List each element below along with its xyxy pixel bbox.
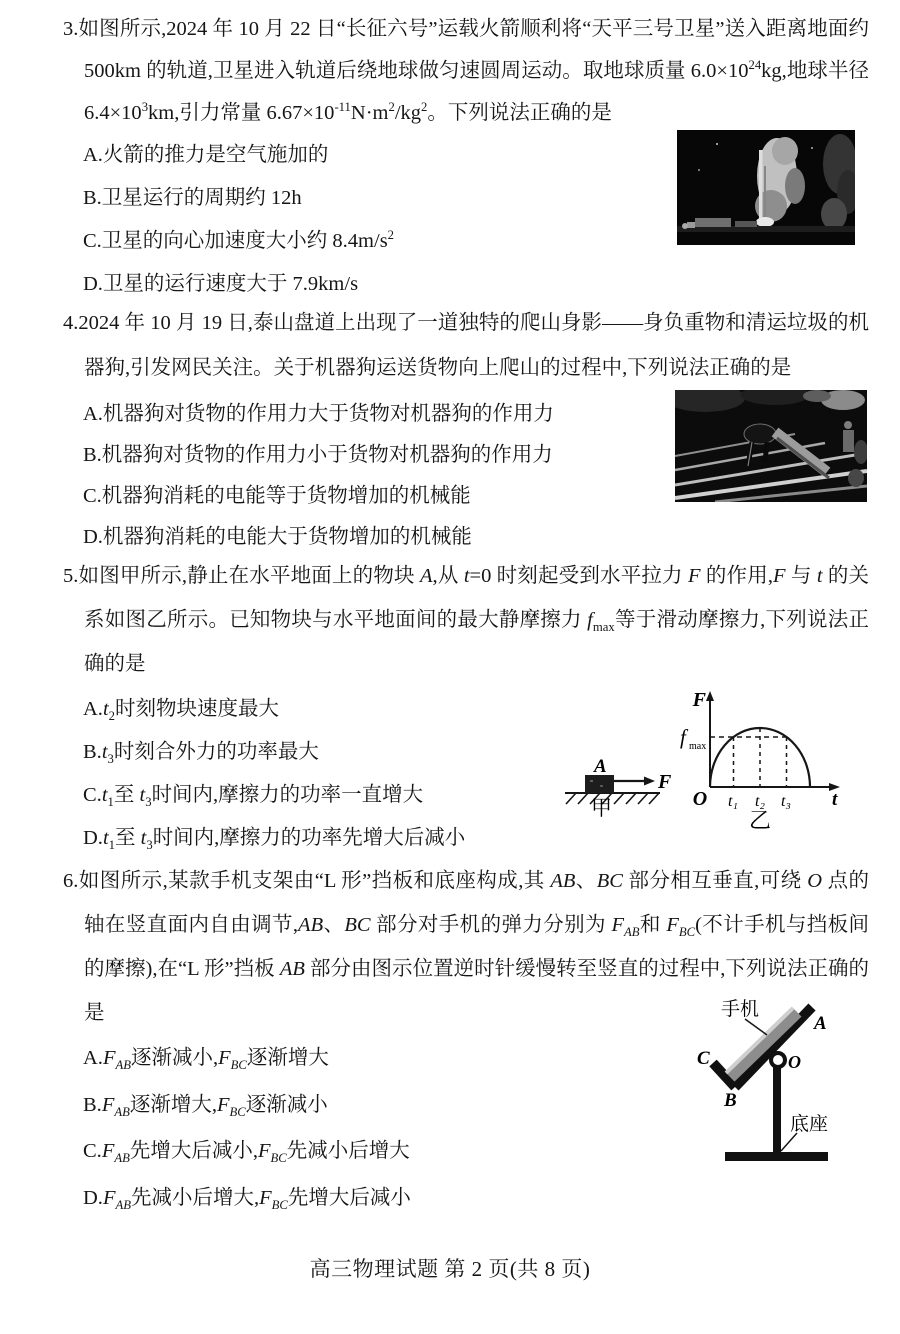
block-a [585, 775, 614, 793]
phone-stand-diagram [693, 997, 893, 1179]
question-3-option-b: B.卫星运行的周期约 12h [83, 187, 302, 209]
question-4-option-b: B.机器狗对货物的作用力小于货物对机器狗的作用力 [83, 444, 553, 466]
ground-hatching [566, 793, 659, 804]
f-axis-arrow [706, 691, 714, 701]
origin-label: O [692, 788, 708, 810]
point-b-label: B [724, 1090, 737, 1111]
question-5-option-a: $A.t_2$时刻物块速度最大 [83, 698, 279, 724]
question-4-stem: 4.2024 年 10 月 19 日,泰山盘道上出现了一道独特的爬山身影——身负重物和清运垃圾的机器狗,引发网民关注。关于机器狗运送货物向上爬山的过程中,下列说法正确的是 [63, 312, 869, 379]
f-axis-label: F [692, 689, 706, 711]
question-3-stem: 3.如图所示,2024 年 10 月 22 日“长征六号”运载火箭顺利将“天平三号卫星”送入距离地面约 500km 的轨道,卫星进入轨道后绕地球做匀速圆周运动。取地球质量 $6.0\times 10^{24}kg$,地球半径 $6.4\times 10^3km$,引力常量 $6.67\times 10^{-11}N\cdot m^2/kg^2$。下列说法正确的是 [63, 18, 869, 124]
t3-tick-label: t₃ [780, 793, 792, 810]
base-leader-line [781, 1133, 797, 1151]
stand-base [725, 1152, 828, 1161]
question-4-option-a: A.机器狗对货物的作用力大于货物对机器狗的作用力 [83, 403, 554, 425]
page-footer: 高三物理试题 第 2 页(共 8 页) [309, 1257, 591, 1281]
rocket-night-launch-photo [677, 130, 855, 245]
stand-post [773, 1063, 781, 1153]
question-3-option-d: D.卫星的运行速度大于 7.9km/s [83, 273, 359, 295]
block-label: A [594, 756, 607, 777]
t1-tick-label: t₁ [727, 793, 739, 810]
question-6-option-a: $A.F_{AB}$逐渐减小$,F_{BC}$逐渐增大 [83, 1047, 329, 1073]
phone-label: 手机 [721, 999, 760, 1020]
figure-yi-label: 乙 [748, 808, 772, 830]
question-5-option-d: $D.t_1$至 $t_3$时间内,摩擦力的功率先增大后减小 [83, 827, 466, 853]
force-label: F [658, 771, 672, 793]
point-o-label: O [788, 1052, 801, 1072]
question-4-option-c: C.机器狗消耗的电能等于货物增加的机械能 [83, 485, 471, 507]
t-axis-label: t [832, 789, 838, 810]
pivot-o [771, 1053, 785, 1067]
question-5-option-b: $B.t_3$时刻合外力的功率最大 [83, 741, 319, 767]
question-4-option-d: D.机器狗消耗的电能大于货物增加的机械能 [83, 526, 472, 548]
point-a-label: A [814, 1013, 827, 1034]
fmax-subscript: max [689, 741, 707, 752]
question-6-option-c: $C.F_{AB}$先增大后减小$,F_{BC}$先减小后增大 [83, 1140, 410, 1166]
robot-dog-on-stairs-photo [675, 390, 867, 502]
fmax-label: f [680, 725, 686, 749]
question-3-option-a: A.火箭的推力是空气施加的 [83, 144, 329, 166]
force-arrow [644, 777, 655, 786]
question-5-stem: 5.如图甲所示,静止在水平地面上的物块 A,从 t=0 时刻起受到水平拉力 F 的作用,F 与 t 的关系如图乙所示。已知物块与水平地面间的最大静摩擦力 $f_{max}$等于滑动摩擦力,下列说法正确的是 [63, 565, 870, 675]
question-6-stem: 6.如图所示,某款手机支架由“L 形”挡板和底座构成,其 AB、BC 部分相互垂直,可绕 O 点的轴在竖直面内自由调节,AB、BC 部分对手机的弹力分别为 $F_{AB}$和 $F_{BC}$(不计手机与挡板间的摩擦),在“L 形”挡板 AB 部分由图示位置逆时针缓慢转至竖直的过程中,下列说法正确的是 [63, 870, 870, 1024]
point-c-label: C [697, 1048, 710, 1069]
phone [730, 1012, 797, 1077]
question-5-option-c: $C.t_1$至 $t_3$时间内,摩擦力的功率一直增大 [83, 784, 424, 810]
block-and-force-time-graph [556, 688, 846, 830]
phone-leader-line [745, 1019, 767, 1035]
question-6-option-d: $D.F_{AB}$先减小后增大$,F_{BC}$先增大后减小 [83, 1186, 411, 1212]
question-3-option-c: C.卫星的向心加速度大小约 $8.4m/s^2$ [83, 228, 395, 252]
question-6-option-b: $B.F_{AB}$逐渐增大$,F_{BC}$逐渐减小 [83, 1093, 328, 1119]
base-label: 底座 [790, 1114, 829, 1135]
figure-jia-label: 甲 [591, 796, 612, 820]
t2-tick-label: t₂ [754, 793, 766, 810]
